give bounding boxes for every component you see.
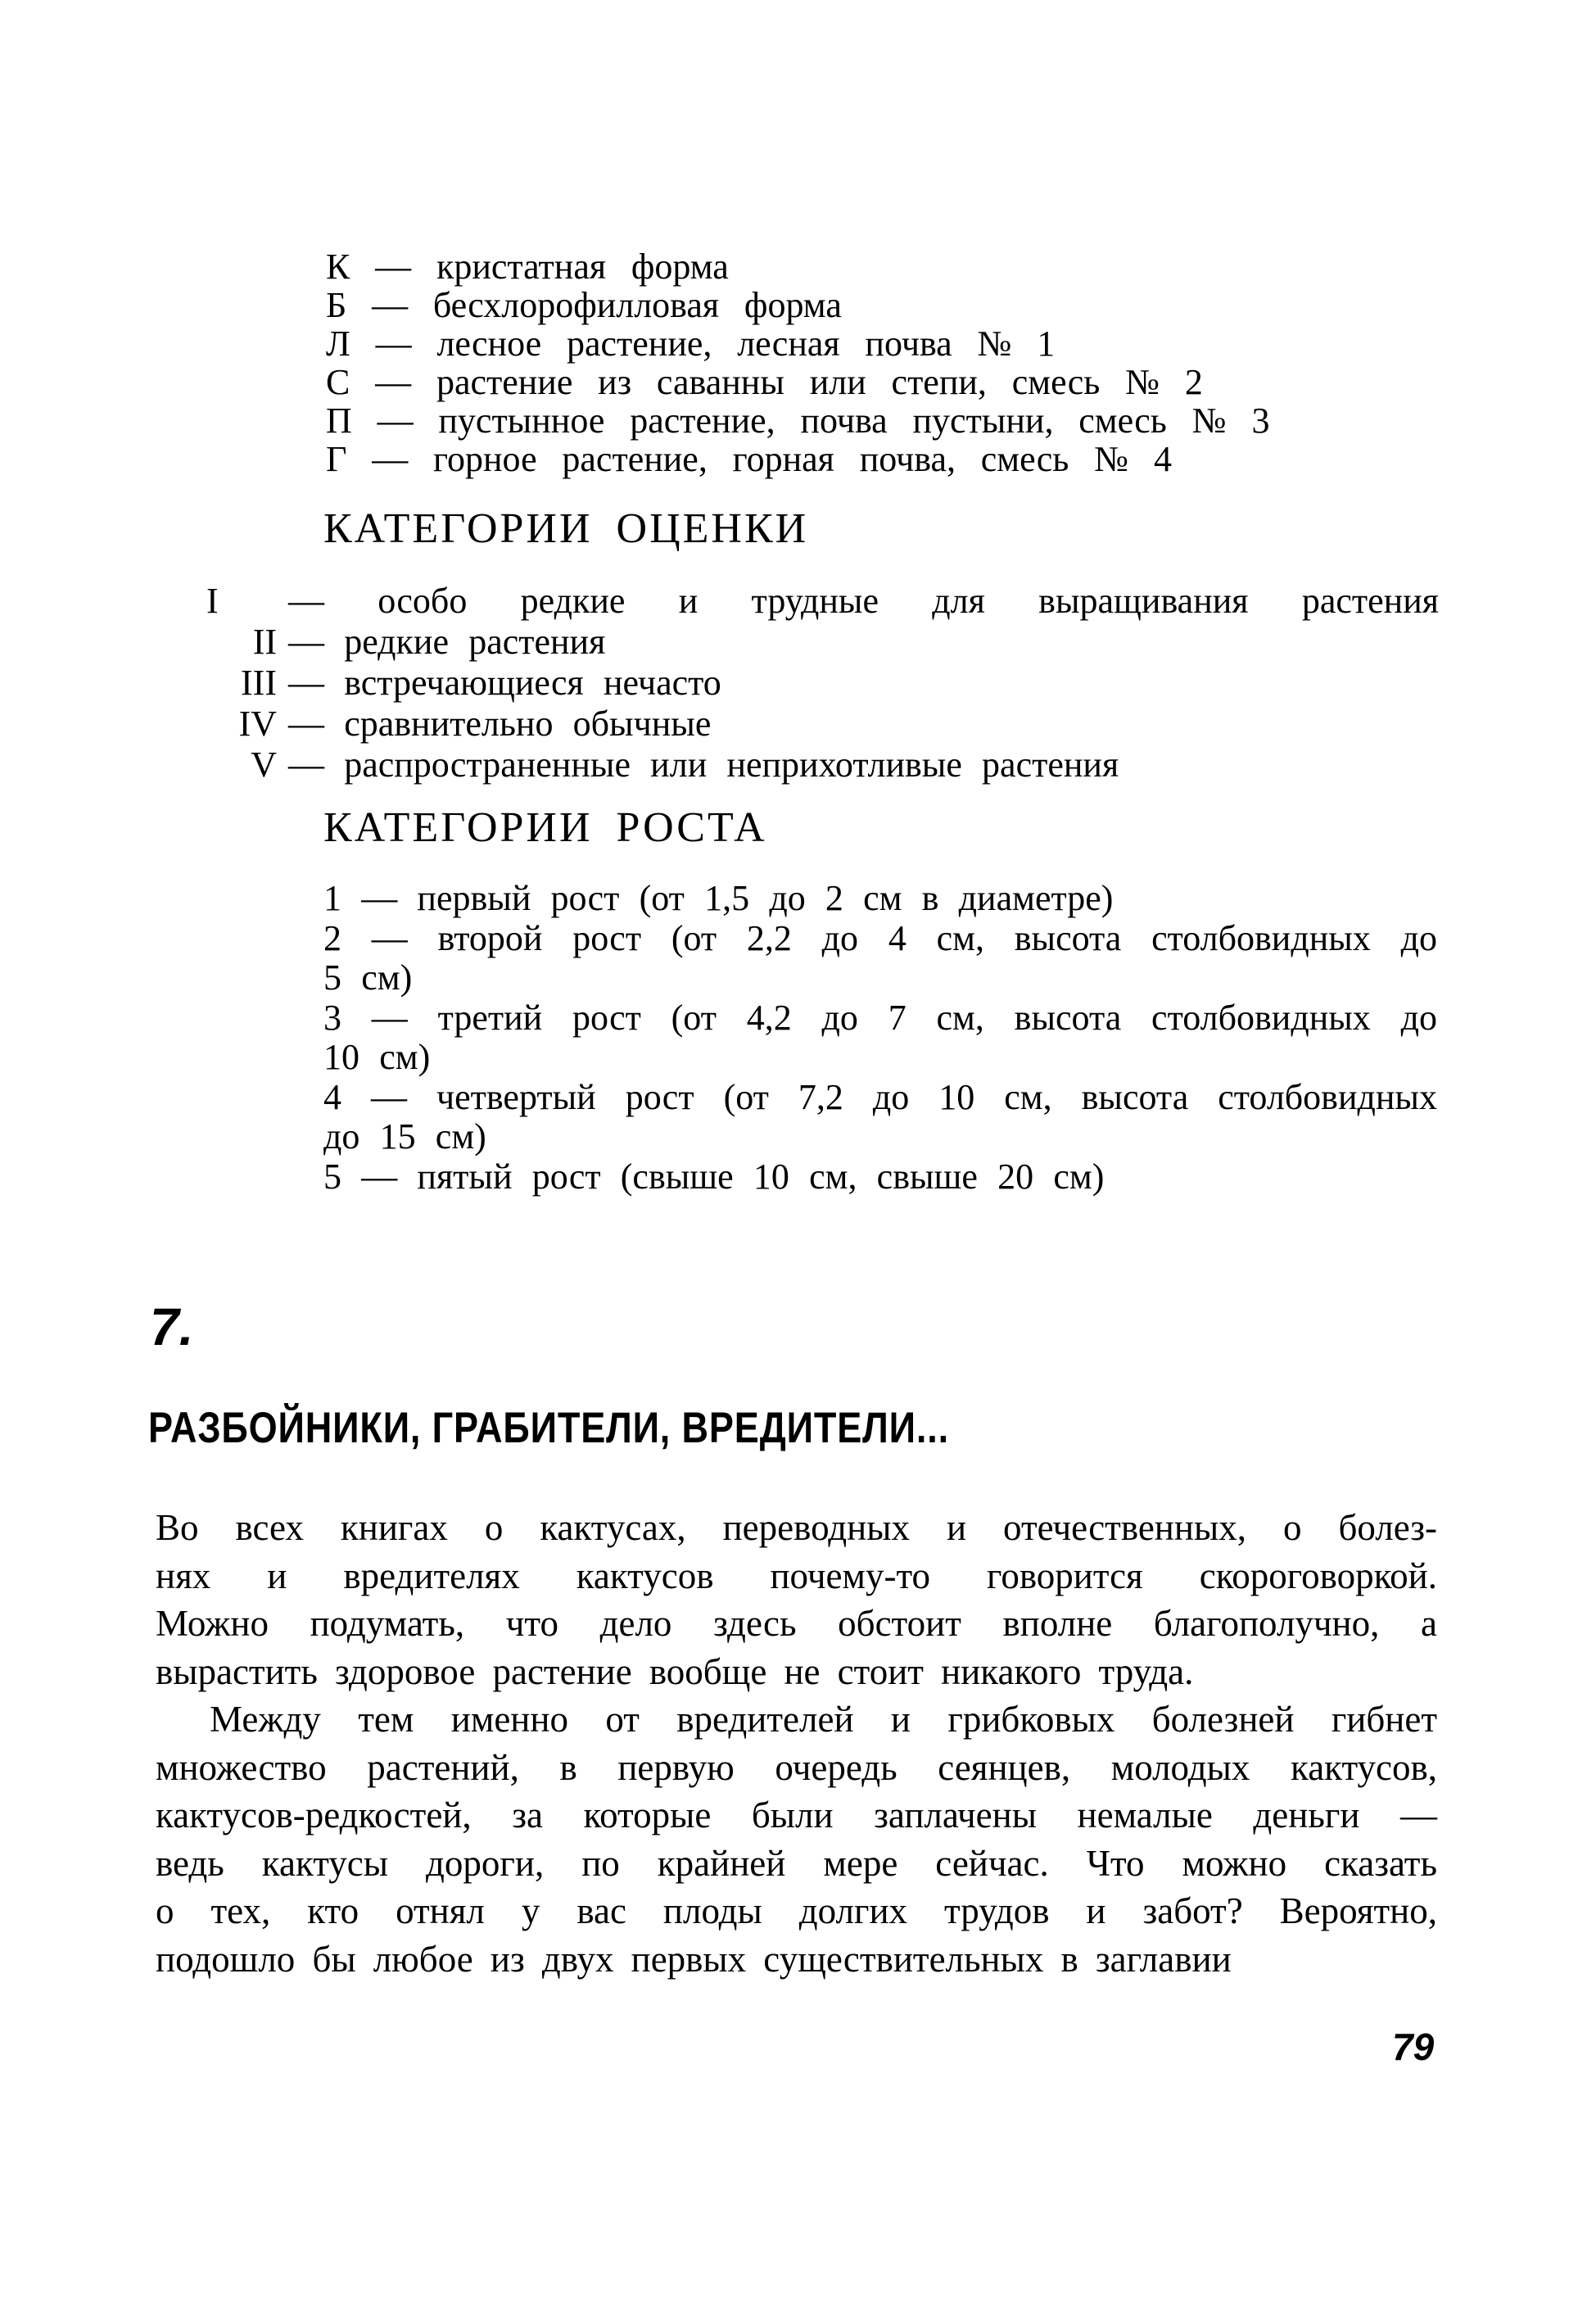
rating-item	[206, 622, 1439, 663]
paragraph	[156, 1695, 1437, 1983]
growth-item	[323, 998, 1437, 1078]
legend-list	[326, 247, 1440, 478]
text-line: Между тем именно от вредителей и грибковых болезней гибнет	[210, 1699, 1437, 1740]
growth-item	[323, 1157, 1437, 1197]
text-line: нях и вредителях кактусов почему-то говорится скороговоркой.	[156, 1555, 1437, 1596]
rating-numeral: III	[241, 663, 277, 703]
rating-item	[206, 745, 1439, 785]
growth-item	[323, 879, 1437, 919]
text-line: вырастить здоровое растение вообще не стоит никакого труда.	[156, 1650, 1194, 1692]
text-line: кактусов-редкостей, за которые были заплачены немалые деньги —	[156, 1795, 1437, 1835]
rating-item	[206, 581, 1439, 622]
legend-item: П — пустынное растение, почва пустыни, смесь № 3	[326, 401, 1270, 441]
paragraph	[156, 1504, 1437, 1695]
text-line: 10 см)	[323, 1037, 431, 1077]
text-line: 5 — пятый рост (свыше 10 см, свыше 20 см)	[323, 1156, 1105, 1197]
growth-item	[323, 919, 1437, 998]
section-number: 7.	[150, 1297, 194, 1356]
legend-item: К — кристатная форма	[326, 247, 729, 287]
growth-categories-heading: КАТЕГОРИИ РОСТА	[323, 804, 767, 851]
text-line: 5 см)	[323, 957, 413, 998]
legend-item: Г — горное растение, горная почва, смесь № 4	[326, 439, 1172, 479]
rating-item	[206, 663, 1439, 704]
rating-numeral: IV	[238, 704, 277, 744]
rating-desc: — распространенные или неприхотливые растения	[288, 745, 1119, 785]
body-text	[156, 1504, 1437, 1983]
text-line: ведь кактусы дороги, по крайней мере сейчас. Что можно сказать	[156, 1842, 1437, 1884]
rating-numeral: V	[251, 745, 277, 785]
rating-desc: — сравнительно обычные	[288, 704, 712, 744]
growth-item	[323, 1078, 1437, 1157]
text-line: множество растений, в первую очередь сеянцев, молодых кактусов,	[156, 1746, 1437, 1788]
section-title: РАЗБОЙНИКИ, ГРАБИТЕЛИ, ВРЕДИТЕЛИ...	[148, 1404, 949, 1452]
rating-item	[206, 704, 1439, 745]
rating-list	[206, 581, 1439, 785]
text-line: 4 — четвертый рост (от 7,2 до 10 см, высота столбовидных	[323, 1076, 1437, 1117]
rating-categories-heading: КАТЕГОРИИ ОЦЕНКИ	[323, 505, 809, 552]
text-line: о тех, кто отнял у вас плоды долгих трудов и забот? Вероятно,	[156, 1890, 1437, 1931]
legend-item: Л — лесное растение, лесная почва № 1	[326, 324, 1056, 364]
growth-list	[323, 879, 1437, 1197]
text-line: Можно подумать, что дело здесь обстоит вполне благополучно, а	[156, 1603, 1437, 1644]
rating-numeral: I	[206, 581, 219, 621]
rating-desc: — встречающиеся нечасто	[288, 663, 721, 703]
text-line: Во всех книгах о кактусах, переводных и отечественных, о болез-	[156, 1507, 1437, 1548]
rating-desc: — редкие растения	[288, 622, 606, 662]
legend-item: Б — бесхлорофилловая форма	[326, 285, 842, 325]
legend-item: С — растение из саванны или степи, смесь № 2	[326, 362, 1203, 402]
rating-desc: — особо редкие и трудные для выращивания растения	[288, 581, 1439, 621]
text-line: 3 — третий рост (от 4,2 до 7 см, высота столбовидных до	[323, 997, 1437, 1038]
text-line: 2 — второй рост (от 2,2 до 4 см, высота столбовидных до	[323, 917, 1437, 958]
page-number: 79	[1392, 2026, 1435, 2068]
text-line: до 15 см)	[323, 1116, 486, 1156]
rating-numeral: II	[252, 622, 277, 662]
text-line: 1 — первый рост (от 1,5 до 2 см в диаметре)	[323, 878, 1114, 918]
text-line: подошло бы любое из двух первых существительных в заглавии	[156, 1938, 1232, 1980]
